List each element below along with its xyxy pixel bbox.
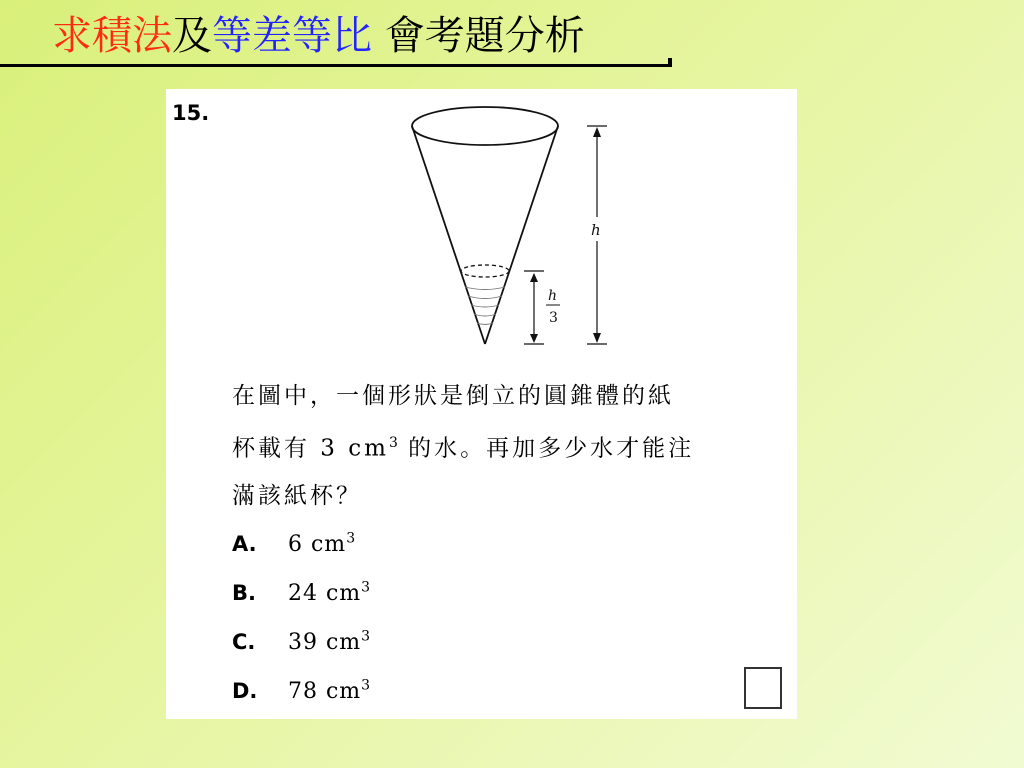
title-part-1: 求積法 (52, 13, 172, 59)
cone-rim (412, 107, 558, 145)
title-part-2: 及 (172, 13, 212, 59)
answer-box[interactable] (744, 667, 782, 709)
title-underline (0, 64, 672, 67)
option-c-letter: C. (232, 630, 256, 655)
question-number: 15. (172, 101, 210, 125)
title-part-3: 等差等比 (212, 13, 372, 59)
option-d[interactable] (232, 678, 371, 708)
dim-h-label: h (591, 221, 601, 239)
cone-side-right (485, 126, 558, 344)
question-card (166, 89, 797, 719)
water-shading (465, 287, 505, 325)
dim-h-arrow-down (593, 333, 601, 343)
dim-h3-denominator: 3 (549, 310, 558, 326)
dim-h3-arrow-down (530, 334, 538, 343)
dim-h3-numerator: h (548, 288, 558, 304)
slide-title (52, 8, 585, 64)
question-line-1: 在圖中，一個形狀是倒立的圓錐體的紙 (232, 383, 674, 409)
dim-h-arrow-up (593, 127, 601, 137)
option-a-value: 6 $cm^3$ (288, 531, 357, 558)
question-line-2: 杯載有 3 $cm^3$ 的水。再加多少水才能注 (232, 435, 695, 462)
option-c[interactable] (232, 629, 371, 659)
question-line-3: 滿該紙杯？ (232, 482, 362, 509)
question-text (232, 373, 792, 520)
cone-figure (166, 89, 797, 359)
option-d-value: 78 $cm^3$ (288, 678, 372, 705)
option-b[interactable] (232, 580, 371, 610)
water-surface (461, 265, 509, 277)
option-a[interactable] (232, 531, 356, 561)
cone-side-left (412, 126, 485, 344)
title-part-4: 會考題分析 (372, 13, 585, 59)
dim-h3-arrow-up (530, 273, 538, 282)
title-underline-end (668, 58, 672, 66)
option-a-letter: A. (232, 532, 257, 557)
option-d-letter: D. (232, 679, 258, 704)
option-c-value: 39 $cm^3$ (288, 629, 372, 656)
option-b-value: 24 $cm^3$ (288, 580, 372, 607)
option-b-letter: B. (232, 581, 256, 606)
